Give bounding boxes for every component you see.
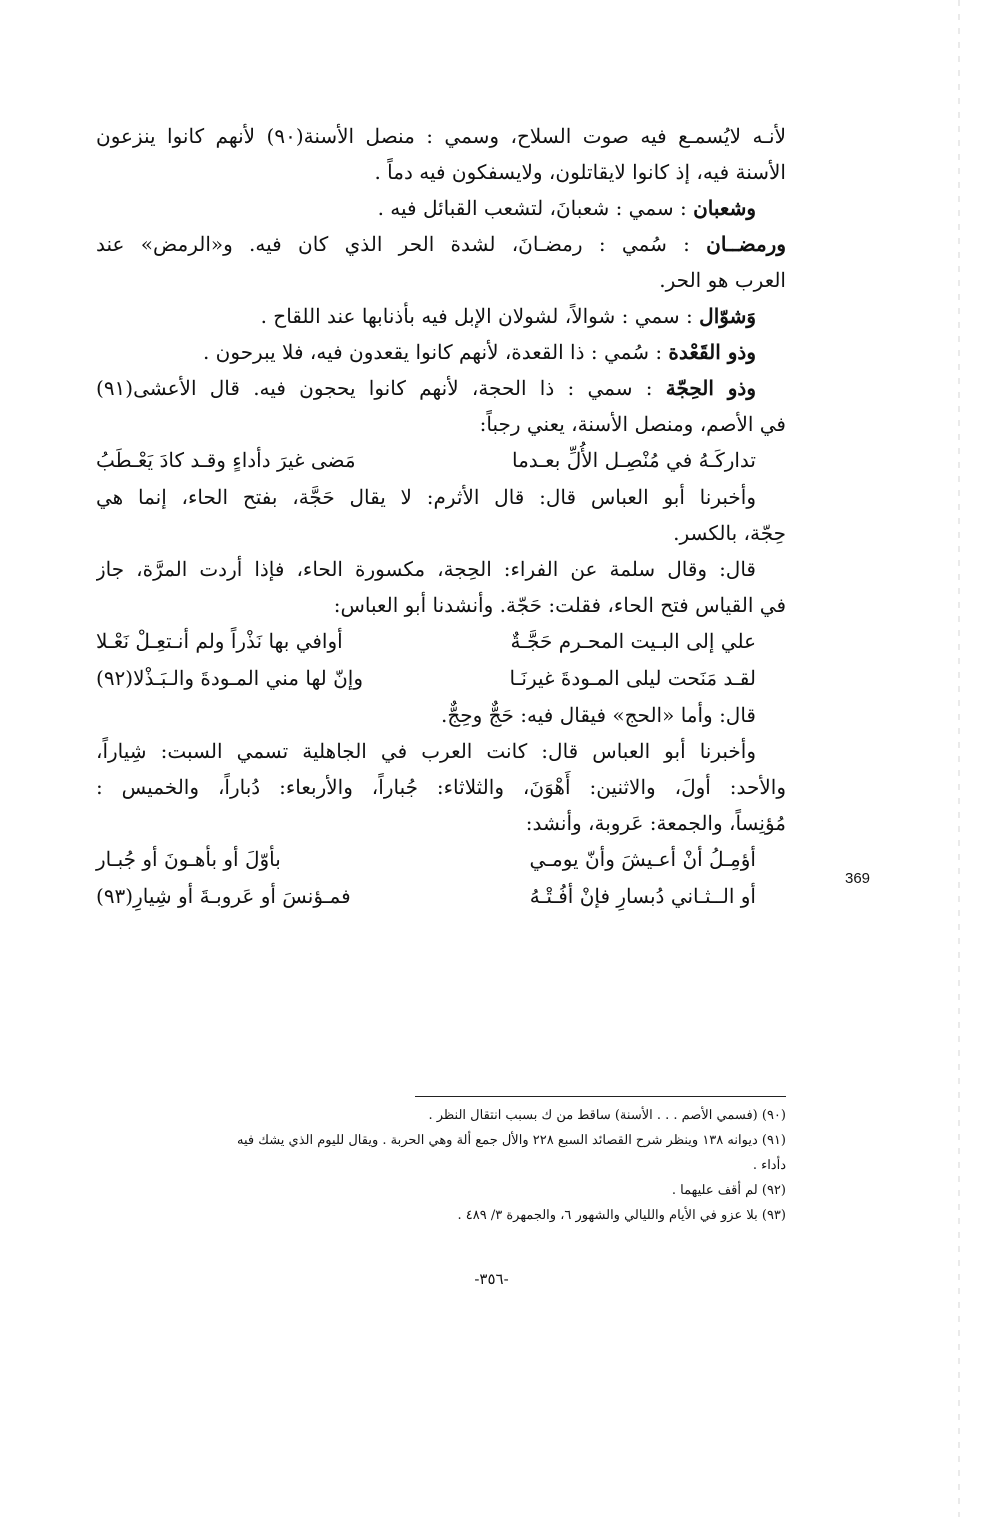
footnote: (٩٠) (فسمي الأصم . . . الأسنة) ساقط من ك بسبب انتقال النظر . (428, 1108, 786, 1123)
text-line: في الأصم، ومنصل الأسنة، يعني رجباً: (479, 412, 786, 436)
text-line: الأسنة فيه، إذ كانوا لايقاتلون، ولايسفكون فيه دماً . (374, 160, 786, 184)
month-shawwal (96, 298, 786, 334)
term-hijja: وذو الحِجّة (665, 376, 756, 400)
verse-hemistich-right: علي إلى البـيت المحـرم حَجَّـةٌ (510, 629, 756, 653)
verse-hemistich-right: أؤمِـلُ أنْ أعـيشَ وأنّ يومـي (529, 847, 756, 871)
text-line: قال: وأما «الحج» فيقال فيه: حَجٌّ وحِجٌّ. (441, 703, 756, 727)
verse-hemistich-right: تداركَـهُ في مُنْصِـل الأُلِّ بعـدما (511, 448, 756, 472)
month-shaban (96, 190, 786, 226)
verse-hemistich-left: أوافي بها نَذْراً ولم أنـتعِـلْ نَعْـلا (96, 629, 343, 653)
verse-hemistich-right: لقـد مَنَحت ليلى المـودةَ غيرنَـا (509, 666, 756, 690)
footnote: (٩٢) لم أقف عليهما . (671, 1183, 786, 1198)
verse-line (96, 841, 786, 878)
qada-text: : سُمي : ذا القعدة، لأنهم كانوا يقعدون فيه، فلا يبرحون . (202, 340, 669, 364)
month-ramadan (96, 226, 786, 262)
month-hijja (96, 370, 786, 406)
text-line: حِجّة، بالكسر. (673, 521, 786, 545)
margin-page-number: 369 (845, 870, 871, 887)
footnotes (96, 1102, 786, 1229)
verse-hemistich-right: أو الــثـاني دُبسارِ فإنْ أفُـتْـهُ (529, 884, 756, 908)
term-shaban: وشعبان (693, 196, 756, 220)
verse-line (96, 878, 786, 915)
hijja-text: : سمي : ذا الحجة، لأنهم كانوا يحجون فيه. قال الأعشى(٩١) (96, 376, 666, 400)
folio-number: -٣٥٦- (474, 1270, 509, 1288)
footnote: (٩١) ديوانه ١٣٨ وينظر شرح القصائد السبع ٢٢٨ والأل جمع ألة وهي الحربة . ويقال لليوم الذي يشك فيه (237, 1133, 786, 1148)
term-shawwal: وَشوّال (699, 304, 756, 328)
verse-hemistich-left: بأوّلَ أو بأهـونَ أو جُبـار (96, 847, 281, 871)
term-qada: وذو القَعْدة (668, 340, 756, 364)
term-ramadan: ورمضــان (706, 232, 786, 256)
shawwal-text: : سمي : شوالاً، لشولان الإبل فيه بأذنابها عند اللقاح . (260, 304, 700, 328)
text-line: وأخبرنا أبو العباس قال: كانت العرب في الجاهلية تسمي السبت: شِياراً، (96, 739, 756, 763)
text-line: قال: وقال سلمة عن الفراء: الحِجة، مكسورة الحاء، فإذا أردت المرَّة، جاز (96, 557, 756, 581)
verse-line (96, 660, 786, 697)
verse-hemistich-left: وإنّ لها مني المـودةَ والـبَـذْلا(٩٢) (96, 666, 364, 690)
month-qada (96, 334, 786, 370)
scan-edge-mark (958, 0, 960, 1517)
verse-hemistich-left: مَضى غيرَ دأداءٍ وقـد كادَ يَعْـطَبُ (96, 448, 356, 472)
verse-hemistich-left: فمـؤنسَ أو عَروبـةَ أو شِيارِ(٩٣) (96, 884, 351, 908)
text-line: لأنـه لايُسمـع فيه صوت السلاح، وسمي : منصل الأسنة(٩٠) لأنهم كانوا ينزعون (96, 124, 786, 148)
text-line: والأحد: أولَ، والاثنين: أَهْوَنَ، والثلاثاء: جُباراً، والأربعاء: دُباراً، والخميس : (96, 775, 786, 799)
footnote: (٩٣) بلا عزو في الأيام والليالي والشهور ٦، والجمهرة ٣/ ٤٨٩ . (457, 1208, 786, 1223)
footnote-divider (415, 1096, 786, 1097)
text-line: مُؤنِساً، والجمعة: عَروبة، وأنشد: (525, 811, 786, 835)
verse-line (96, 623, 786, 660)
verse-line (96, 442, 786, 479)
ramadan-text: : سُمي : رمضـانَ، لشدة الحر الذي كان فيه. و«الرمض» عند (96, 232, 707, 256)
text-line: العرب هو الحر. (659, 268, 786, 292)
footnote-continuation: دأداء . (752, 1158, 786, 1173)
text-line: وأخبرنا أبو العباس قال: قال الأثرم: لا يقال حَجَّة، بفتح الحاء، إنما هي (96, 485, 756, 509)
shaban-text: : سمي : شعبانَ، لتشعب القبائل فيه . (377, 196, 694, 220)
main-text (96, 118, 786, 915)
text-line: في القياس فتح الحاء، فقلت: حَجّة. وأنشدنا أبو العباس: (333, 593, 786, 617)
